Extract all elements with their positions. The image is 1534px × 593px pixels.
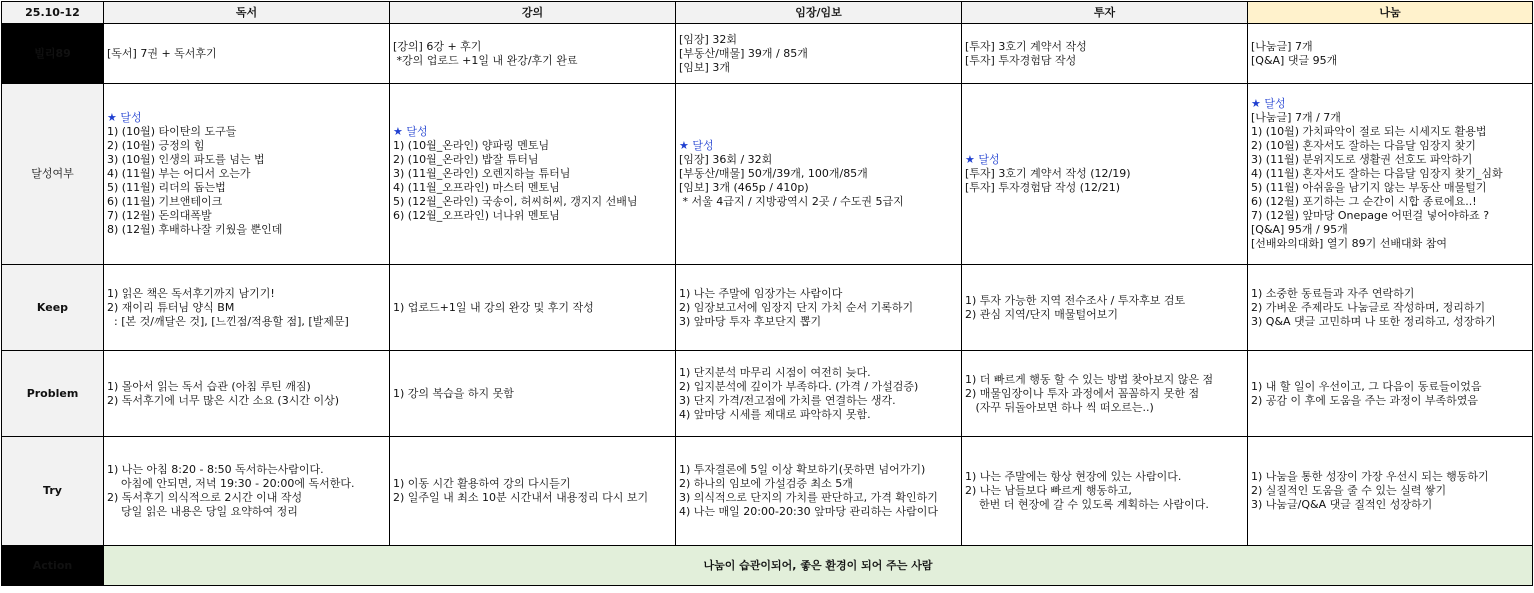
cell-line: 1) (10월) 타이탄의 도구들	[107, 125, 237, 138]
cell-line: 2) (10월) 긍정의 힘	[107, 139, 205, 152]
cell-line: ★ 달성	[1251, 97, 1286, 110]
cell-line: [부동산/매물] 39개 / 85개	[679, 46, 808, 60]
column-header-reading[interactable]: 독서	[104, 2, 390, 24]
achievement-sharing-cell[interactable]	[1248, 84, 1533, 265]
try-row	[2, 437, 1533, 546]
column-header-investment[interactable]: 투자	[962, 2, 1248, 24]
retrospective-sheet	[1, 1, 1533, 586]
cell-line: [Q&A] 95개 / 95개	[1251, 223, 1348, 236]
cell-line: 1) 나는 주말에는 항상 현장에 있는 사람이다.	[965, 470, 1182, 483]
cell-line: 1) (10월_온라인) 양파링 멘토님	[393, 139, 550, 152]
try-label[interactable]: Try	[2, 437, 104, 546]
cell-line: (자꾸 뒤돌아보면 하나 씩 떠오르는..)	[965, 400, 1154, 414]
cell-line: [독서] 7권 + 독서후기	[107, 46, 217, 60]
cell-line: 3) 의식적으로 단지의 가치를 판단하고, 가격 확인하기	[679, 491, 938, 504]
cell-line: 2) (10월_온라인) 밥잘 튜터님	[393, 153, 539, 166]
cell-line: 4) 앞마당 시세를 제대로 파악하지 못함.	[679, 407, 871, 421]
cell-line: ★ 달성	[107, 111, 142, 124]
cell-line: 6) (12월_오프라인) 너나위 멘토님	[393, 209, 560, 222]
cell-line: 4) (11월) 혼자서도 잘하는 다음달 임장지 찾기_심화	[1251, 167, 1503, 180]
cell-line: 8) (12월) 후배하나잘 키웠을 뿐인데	[107, 223, 283, 236]
cell-line: [투자] 투자경험담 작성 (12/21)	[965, 181, 1120, 194]
cell-line: 4) (11월_오프라인) 마스터 멘토님	[393, 181, 560, 194]
cell-line: 2) 입지분석에 깊이가 부족하다. (가격 / 가설검증)	[679, 379, 919, 393]
column-header-field-report[interactable]: 임장/임보	[676, 2, 962, 24]
column-header-sharing[interactable]: 나눔	[1248, 2, 1533, 24]
achievement-label[interactable]: 달성여부	[2, 84, 104, 265]
action-statement-cell[interactable]: 나눔이 습관이되어, 좋은 환경이 되어 주는 사람	[104, 546, 1533, 586]
achievement-lecture-cell[interactable]	[390, 84, 676, 265]
cell-line: ★ 달성	[393, 125, 428, 138]
cell-line: 3) (10월) 인생의 파도를 넘는 법	[107, 153, 265, 166]
cell-line: 2) 실질적인 도움을 줄 수 있는 실력 쌓기	[1251, 484, 1447, 497]
achievement-investment-cell[interactable]	[962, 84, 1248, 265]
cell-line: * 서울 4급지 / 지방광역시 2곳 / 수도권 5급지	[679, 195, 904, 208]
cell-line: *강의 업로드 +1일 내 완강/후기 완료	[393, 53, 578, 67]
cell-line: 1) 투자결론에 5일 이상 확보하기(못하면 넘어가기)	[679, 463, 926, 476]
cell-line: [선배와의대화] 열기 89기 선배대화 참여	[1251, 237, 1447, 250]
problem-reading-cell[interactable]	[104, 351, 390, 437]
cell-line: 4) (11월) 부는 어디서 오는가	[107, 167, 251, 180]
achievement-row	[2, 84, 1533, 265]
cell-line: 1) 이동 시간 활용하여 강의 다시듣기	[393, 477, 571, 490]
cell-line: 4) 나는 매일 20:00-20:30 앞마당 관리하는 사람이다	[679, 505, 939, 518]
cell-line: 3) 앞마당 투자 후보단지 뽑기	[679, 314, 822, 328]
cell-line: 아침에 안되면, 저녁 19:30 - 20:00에 독서한다.	[107, 477, 355, 490]
goal-sharing-cell[interactable]	[1248, 24, 1533, 84]
cell-line: 2) 독서후기에 너무 많은 시간 소요 (3시간 이상)	[107, 393, 339, 407]
cell-line: 당일 읽은 내용은 당일 요약하여 정리	[107, 505, 298, 518]
achievement-reading-cell[interactable]	[104, 84, 390, 265]
cell-line: 1) (10월) 가치파악이 절로 되는 시세지도 활용법	[1251, 125, 1487, 138]
cell-line: [투자] 투자경험담 작성	[965, 53, 1077, 67]
cell-line: 2) 하나의 임보에 가설검증 최소 5개	[679, 477, 853, 490]
goal-field-report-cell[interactable]	[676, 24, 962, 84]
cell-line: 2) 재이리 튜터님 양식 BM	[107, 300, 235, 314]
cell-line: ★ 달성	[965, 153, 1000, 166]
try-reading-cell[interactable]	[104, 437, 390, 546]
cell-line: 1) 내 할 일이 우선이고, 그 다음이 동료들이었음	[1251, 379, 1482, 393]
cell-line: [임장] 32회	[679, 32, 737, 46]
cell-line: [강의] 6강 + 후기	[393, 39, 482, 53]
cell-line: [임보] 3개 (465p / 410p)	[679, 181, 809, 194]
cell-line: 3) (11월_온라인) 오렌지하늘 튜터님	[393, 167, 571, 180]
cell-line: 2) 공감 이 후에 도움을 주는 과정이 부족하였음	[1251, 393, 1479, 407]
try-sharing-cell[interactable]	[1248, 437, 1533, 546]
header-row	[2, 2, 1533, 24]
keep-reading-cell[interactable]	[104, 265, 390, 351]
problem-row	[2, 351, 1533, 437]
action-label[interactable]: Action	[2, 546, 104, 586]
cell-line: 5) (11월) 아쉬움을 남기지 않는 부동산 매물털기	[1251, 181, 1487, 194]
cell-line: [나눔글] 7개 / 7개	[1251, 111, 1341, 124]
cell-line: 2) 관심 지역/단지 매물털어보기	[965, 307, 1118, 321]
cell-line: 2) 일주일 내 최소 10분 시간내서 내용정리 다시 보기	[393, 491, 649, 504]
cell-line: 1) 더 빠르게 행동 할 수 있는 방법 찾아보지 않은 점	[965, 372, 1214, 386]
member-name-cell[interactable]: 빌리89	[2, 24, 104, 84]
cell-line: : [본 것/깨달은 것], [느낀점/적용할 점], [발제문]	[107, 314, 349, 328]
cell-line: 1) 읽은 책은 독서후기까지 남기기!	[107, 286, 275, 300]
achievement-field-report-cell[interactable]	[676, 84, 962, 265]
cell-line: [임보] 3개	[679, 60, 730, 74]
cell-line: 7) (12월) 돈의대폭발	[107, 209, 212, 222]
cell-line: 3) 단지 가격/전고점에 가치를 연결하는 생각.	[679, 393, 896, 407]
cell-line: [Q&A] 댓글 95개	[1251, 53, 1338, 67]
date-cell[interactable]: 25.10-12	[2, 2, 104, 24]
problem-sharing-cell[interactable]	[1248, 351, 1533, 437]
cell-line: 2) 독서후기 의식적으로 2시간 이내 작성	[107, 491, 303, 504]
cell-line: 6) (11월) 기브앤테이크	[107, 195, 223, 208]
try-investment-cell[interactable]	[962, 437, 1248, 546]
column-header-lecture[interactable]: 강의	[390, 2, 676, 24]
goal-investment-cell[interactable]	[962, 24, 1248, 84]
keep-investment-cell[interactable]	[962, 265, 1248, 351]
cell-line: 3) Q&A 댓글 고민하며 나 또한 정리하고, 성장하기	[1251, 314, 1496, 328]
keep-row	[2, 265, 1533, 351]
problem-investment-cell[interactable]	[962, 351, 1248, 437]
action-row	[2, 546, 1533, 586]
cell-line: 6) (12월) 포기하는 그 순간이 시합 종료에요..!	[1251, 195, 1477, 208]
cell-line: [부동산/매물] 50개/39개, 100개/85개	[679, 167, 868, 180]
cell-line: [투자] 3호기 계약서 작성	[965, 39, 1087, 53]
cell-line: 7) (12월) 앞마당 Onepage 어떤걸 넣어야하죠 ?	[1251, 209, 1490, 222]
goal-row	[2, 24, 1533, 84]
cell-line: 1) 나눔을 통한 성장이 가장 우선시 되는 행동하기	[1251, 470, 1489, 483]
keep-label[interactable]: Keep	[2, 265, 104, 351]
cell-line: 1) 소중한 동료들과 자주 연락하기	[1251, 286, 1415, 300]
cell-line: 5) (11월) 리더의 돕는법	[107, 181, 226, 194]
cell-line: [나눔글] 7개	[1251, 39, 1313, 53]
cell-line: [투자] 3호기 계약서 작성 (12/19)	[965, 167, 1131, 180]
goal-reading-cell[interactable]	[104, 24, 390, 84]
cell-line: 1) 몰아서 읽는 독서 습관 (아침 루틴 깨짐)	[107, 379, 311, 393]
cell-line: 1) 단지분석 마무리 시점이 여전히 늦다.	[679, 365, 871, 379]
cell-line: 1) 업로드+1일 내 강의 완강 및 후기 작성	[393, 300, 594, 314]
cell-line: 1) 강의 복습을 하지 못함	[393, 386, 514, 400]
cell-line: 2) 가벼운 주제라도 나눔글로 작성하며, 정리하기	[1251, 300, 1486, 314]
keep-lecture-cell[interactable]	[390, 265, 676, 351]
cell-line: 2) (10월) 혼자서도 잘하는 다음달 임장지 찾기	[1251, 139, 1476, 152]
cell-line: 2) 매물임장이나 투자 과정에서 꼼꼼하지 못한 점	[965, 386, 1200, 400]
try-field-report-cell[interactable]	[676, 437, 962, 546]
cell-line: 1) 나는 아침 8:20 - 8:50 독서하는사람이다.	[107, 463, 324, 476]
cell-line: 5) (12월_온라인) 국송이, 허씨허씨, 갱지지 선배님	[393, 195, 638, 208]
cell-line: ★ 달성	[679, 139, 714, 152]
cell-line: 2) 임장보고서에 임장지 단지 가치 순서 기록하기	[679, 300, 914, 314]
cell-line: [임장] 36회 / 32회	[679, 153, 773, 166]
problem-field-report-cell[interactable]	[676, 351, 962, 437]
problem-label[interactable]: Problem	[2, 351, 104, 437]
cell-line: 3) (11월) 분위지도로 생활권 선호도 파악하기	[1251, 153, 1473, 166]
cell-line: 한번 더 현장에 갈 수 있도록 계획하는 사람이다.	[965, 498, 1209, 511]
keep-field-report-cell[interactable]	[676, 265, 962, 351]
cell-line: 2) 나는 남들보다 빠르게 행동하고,	[965, 484, 1132, 497]
problem-lecture-cell[interactable]	[390, 351, 676, 437]
cell-line: 1) 나는 주말에 임장가는 사람이다	[679, 286, 843, 300]
cell-line: 1) 투자 가능한 지역 전수조사 / 투자후보 검토	[965, 293, 1186, 307]
try-lecture-cell[interactable]	[390, 437, 676, 546]
cell-line: 3) 나눔글/Q&A 댓글 질적인 성장하기	[1251, 498, 1433, 511]
keep-sharing-cell[interactable]	[1248, 265, 1533, 351]
goal-lecture-cell[interactable]	[390, 24, 676, 84]
